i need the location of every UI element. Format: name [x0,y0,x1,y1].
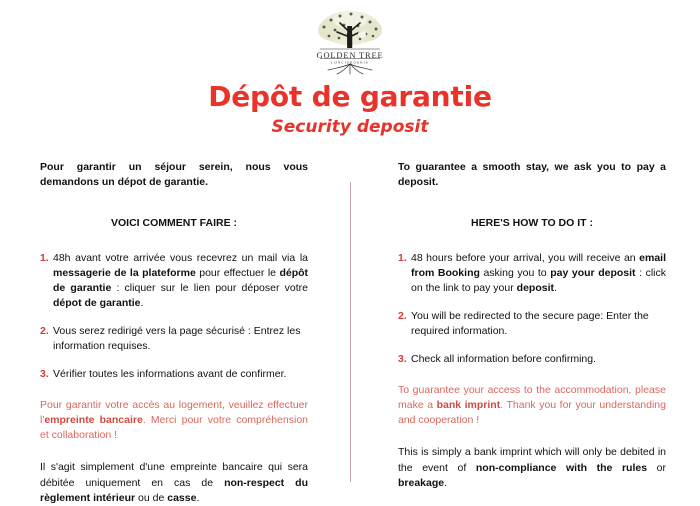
step-item [40,367,308,382]
body-text: : cliquer sur le lien pour déposer votre [111,282,308,295]
emphasis-text: bank imprint [436,399,501,411]
body-text: Il s'agit simplement d'une empreinte bancaire qui sera débitée uniquement en cas de [40,461,308,489]
emphasis-text: dépot de garantie [53,297,141,310]
body-text: Vérifier toutes les informations avant de confirmer. [53,367,287,380]
body-text: ou de [135,491,168,504]
step-number: 3. [398,352,407,365]
step-text [53,367,308,382]
step-number: 1. [398,252,407,265]
step-text [411,309,666,339]
step-text [411,352,666,367]
emphasis-text: deposit [516,282,554,295]
body-text: This is simply a bank imprint which will only be debited in the event of [398,446,666,474]
accent-paragraph-en [398,383,666,429]
intro-paragraph-en: To guarantee a smooth stay, we ask you to pay a deposit. [398,161,666,189]
step-number: 2. [398,310,407,323]
howto-heading-fr: VOICI COMMENT FAIRE : [111,217,237,230]
emphasis-text: pay your deposit [550,267,636,280]
golden-tree-logo-icon [304,6,396,76]
emphasis-text: breakage [398,476,445,489]
emphasis-text: empreinte bancaire [44,413,143,426]
body-text: Pour garantir votre accès au logement, veuillez effectuer l' [40,398,308,426]
step-text [411,251,666,296]
page-title-fr: Dépôt de garantie [208,80,492,113]
body-text: . [554,282,557,295]
emphasis-text: messagerie de la plateforme [53,267,196,280]
body-text: Check all information before confirming. [411,352,597,365]
step-item [40,324,308,354]
body-text: . Merci pour votre compréhension et collaboration ! [40,413,308,442]
svg-text:CONCIERGERIE: CONCIERGERIE [330,60,370,65]
title-block [0,82,700,137]
step-item [398,352,666,367]
body-text: You will be redirected to the secure page: Enter the required information. [411,310,649,337]
emphasis-text: non-compliance with the rules [475,461,648,474]
body-text: . [444,476,448,489]
step-item [40,251,308,311]
step-number: 2. [40,324,49,337]
emphasis-text: casse [167,491,197,504]
accent-paragraph-fr [40,398,308,444]
body-text: : click on the link to pay your [411,267,667,295]
body-text: 48h avant votre arrivée vous recevrez un mail via la [53,252,308,265]
body-text: Vous serez redirigé vers la page sécurisé : Entrez les information requises. [53,324,301,352]
body-text: To guarantee your access to the accommodation, please make a [398,383,666,411]
step-text [53,324,308,354]
body-text: . Thank you for your understanding and cooperation ! [398,399,666,427]
column-english [398,160,666,491]
body-text: . [140,297,144,310]
steps-list-en [398,251,666,366]
step-item [398,309,666,339]
howto-heading-en: HERE'S HOW TO DO IT : [471,217,593,230]
page-title-en: Security deposit [271,117,429,138]
body-text: 48 hours before your arrival, you will receive an [411,252,640,265]
body-text: . [196,491,200,504]
emphasis-text: non-respect du règlement intérieur [40,476,308,504]
column-french [40,160,308,506]
svg-text:GOLDEN TREE: GOLDEN TREE [316,50,384,60]
column-divider [350,182,351,482]
logo-container [0,6,700,76]
final-paragraph-fr [40,460,308,506]
final-paragraph-en [398,445,666,491]
step-text [53,251,308,311]
emphasis-text: email from Booking [411,252,666,280]
body-text: asking you to [479,267,551,280]
intro-paragraph-fr: Pour garantir un séjour serein, nous vous demandons un dépot de garantie. [40,161,308,189]
columns-container [0,160,700,504]
steps-list-fr [40,251,308,381]
body-text: or [647,461,666,474]
body-text: pour effectuer le [195,267,280,280]
step-number: 1. [40,252,49,265]
step-item [398,251,666,296]
emphasis-text: dépôt de garantie [53,267,309,295]
step-number: 3. [40,367,49,380]
